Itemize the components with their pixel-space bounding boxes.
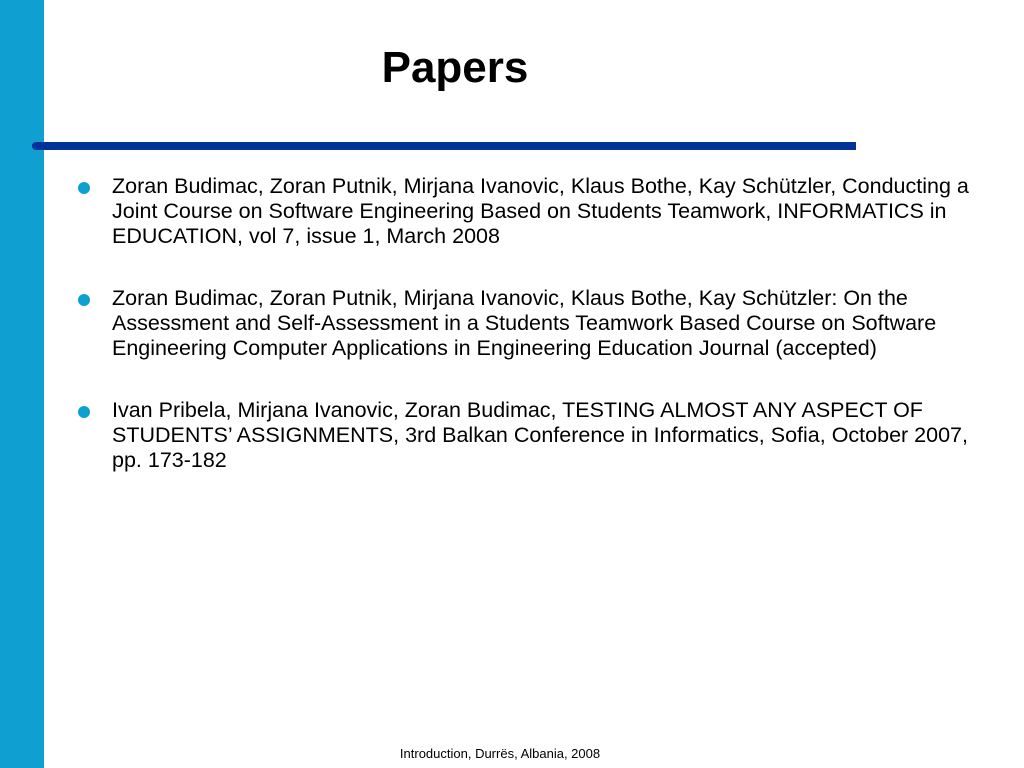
bullet-icon xyxy=(78,294,90,306)
bullet-icon xyxy=(78,182,90,194)
paper-citation: Zoran Budimac, Zoran Putnik, Mirjana Ivanovic, Klaus Bothe, Kay Schützler: On the Assessment and Self-Assessment in a Students Teamwork Based Course on Software Engineering Computer Applications in Engineering Education Journal (accepted) xyxy=(112,286,937,360)
left-accent-bar xyxy=(0,0,44,768)
paper-citation: Zoran Budimac, Zoran Putnik, Mirjana Ivanovic, Klaus Bothe, Kay Schützler, Conducting a Joint Course on Software Engineering Based on Students Teamwork, INFORMATICS in EDUCATION, vol 7, issue 1, March 2008 xyxy=(112,174,969,248)
slide-footer: Introduction, Durrës, Albania, 2008 xyxy=(399,746,601,761)
title-divider-line xyxy=(32,142,856,150)
paper-citation: Ivan Pribela, Mirjana Ivanovic, Zoran Budimac, TESTING ALMOST ANY ASPECT OF STUDENTS’ ASSIGNMENTS, 3rd Balkan Conference in Informatics, Sofia, October 2007, pp. 173-182 xyxy=(112,398,968,472)
list-item xyxy=(76,398,976,473)
papers-list xyxy=(76,174,976,510)
bullet-icon xyxy=(78,406,90,418)
list-item xyxy=(76,174,976,249)
slide-title: Papers xyxy=(381,43,529,92)
list-item xyxy=(76,286,976,361)
